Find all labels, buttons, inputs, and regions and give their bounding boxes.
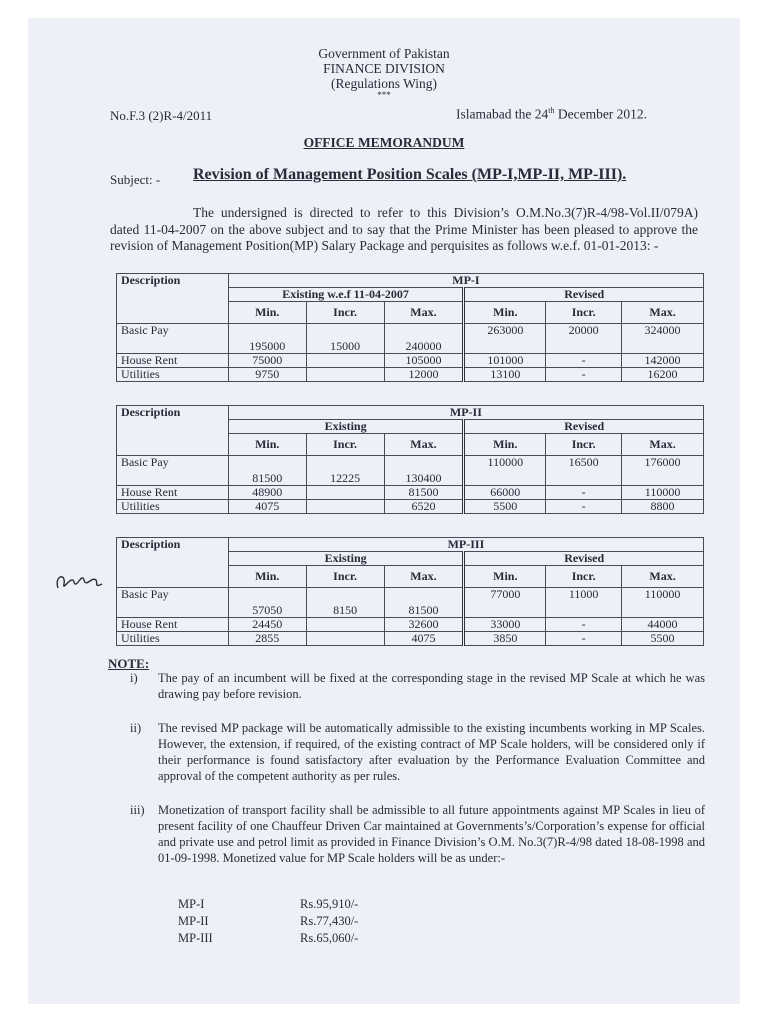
- salary-table: [116, 273, 704, 382]
- description-header: Description: [117, 538, 229, 588]
- reference-number: No.F.3 (2)R-4/2011: [110, 108, 213, 123]
- existing-value: 75000: [228, 354, 306, 368]
- place-date: [456, 106, 647, 123]
- revised-value: -: [546, 368, 622, 382]
- existing-value: 57050: [228, 588, 306, 618]
- revised-value: 176000: [622, 456, 704, 486]
- note-item: [130, 720, 705, 784]
- monetized-value: Rs.77,430/-: [300, 914, 359, 928]
- existing-group-header: Existing: [228, 420, 464, 434]
- column-header: Incr.: [546, 566, 622, 588]
- place-date-prefix: Islamabad the 24: [456, 106, 549, 122]
- revised-value: 11000: [546, 588, 622, 618]
- revised-value: 44000: [622, 618, 704, 632]
- note-number: i): [130, 671, 138, 685]
- existing-value: 9750: [228, 368, 306, 382]
- column-header: Max.: [384, 566, 464, 588]
- revised-value: 110000: [622, 486, 704, 500]
- description-header: Description: [117, 406, 229, 456]
- existing-value: 81500: [384, 486, 464, 500]
- column-header: Max.: [622, 566, 704, 588]
- existing-value: [306, 354, 384, 368]
- monetized-scale: MP-II: [178, 914, 209, 928]
- revised-value: -: [546, 354, 622, 368]
- monetized-scale: MP-III: [178, 931, 213, 945]
- row-label: Basic Pay: [117, 456, 229, 486]
- revised-value: 33000: [464, 618, 546, 632]
- table-row: [117, 632, 704, 646]
- column-header: Incr.: [306, 434, 384, 456]
- revised-value: 3850: [464, 632, 546, 646]
- revised-value: 16200: [622, 368, 704, 382]
- table-title: MP-I: [228, 274, 703, 288]
- column-header: Max.: [384, 302, 464, 324]
- place-date-rest: December 2012.: [554, 106, 648, 122]
- existing-value: 48900: [228, 486, 306, 500]
- column-header: Incr.: [306, 302, 384, 324]
- revised-value: -: [546, 486, 622, 500]
- table-row: [117, 618, 704, 632]
- note-text: Monetization of transport facility shall be admissible to all future appointments against MP Scales in lieu of present facility of one Chauffeur Driven Car maintained at Governments’s/Corporation’s expense for official and private use and petrol limit as provided in Finance Division’s O.M. No.3(7)R-4/98 dated 18-08-1998 and 01-09-1998. Monetized value for MP Scale holders will be as under:-: [158, 803, 705, 865]
- table-row: [117, 354, 704, 368]
- revised-value: 77000: [464, 588, 546, 618]
- column-header: Max.: [622, 434, 704, 456]
- wing-name: (Regulations Wing): [330, 76, 438, 91]
- column-header: Incr.: [546, 434, 622, 456]
- column-header: Min.: [228, 434, 306, 456]
- revised-value: 13100: [464, 368, 546, 382]
- column-header: Incr.: [546, 302, 622, 324]
- table-row: [117, 324, 704, 354]
- existing-value: [306, 368, 384, 382]
- row-label: Basic Pay: [117, 588, 229, 618]
- existing-value: 4075: [384, 632, 464, 646]
- description-header: Description: [117, 274, 229, 324]
- existing-group-header: Existing: [228, 552, 464, 566]
- revised-value: 8800: [622, 500, 704, 514]
- existing-value: 6520: [384, 500, 464, 514]
- revised-value: 110000: [464, 456, 546, 486]
- note-number: iii): [130, 803, 145, 817]
- table-title: MP-II: [228, 406, 703, 420]
- row-label: Utilities: [117, 500, 229, 514]
- existing-value: 12000: [384, 368, 464, 382]
- government-name: Government of Pakistan: [318, 46, 450, 61]
- table-row: [117, 486, 704, 500]
- note-text: The pay of an incumbent will be fixed at the corresponding stage in the revised MP Scale at which he was drawing pay before revision.: [158, 671, 705, 701]
- handwritten-initials: [52, 566, 108, 596]
- table-title: MP-III: [228, 538, 703, 552]
- monetized-row: [178, 913, 358, 930]
- table-row: [117, 368, 704, 382]
- existing-value: 24450: [228, 618, 306, 632]
- date-suffix: th: [548, 106, 555, 115]
- revised-group-header: Revised: [464, 552, 704, 566]
- column-header: Min.: [464, 302, 546, 324]
- monetized-value: Rs.65,060/-: [300, 931, 359, 945]
- revised-value: 16500: [546, 456, 622, 486]
- row-label: House Rent: [117, 486, 229, 500]
- column-header: Min.: [464, 434, 546, 456]
- division-name: FINANCE DIVISION: [323, 61, 445, 76]
- existing-value: 81500: [384, 588, 464, 618]
- monetized-values: [178, 896, 358, 947]
- salary-table: [116, 405, 704, 514]
- revised-value: 263000: [464, 324, 546, 354]
- revised-value: 20000: [546, 324, 622, 354]
- row-label: Utilities: [117, 632, 229, 646]
- note-number: ii): [130, 721, 142, 735]
- revised-group-header: Revised: [464, 288, 704, 302]
- note-title: NOTE:: [108, 656, 150, 671]
- table-row: [117, 500, 704, 514]
- revised-group-header: Revised: [464, 420, 704, 434]
- column-header: Incr.: [306, 566, 384, 588]
- existing-value: 240000: [384, 324, 464, 354]
- revised-value: 5500: [622, 632, 704, 646]
- subject-text: Revision of Management Position Scales (MP-I,MP-II, MP-III).: [193, 166, 627, 183]
- memo-title: OFFICE MEMORANDUM: [303, 135, 465, 150]
- existing-group-header: Existing w.e.f 11-04-2007: [228, 288, 464, 302]
- column-header: Min.: [228, 566, 306, 588]
- monetized-row: [178, 896, 358, 913]
- monetized-scale: MP-I: [178, 897, 205, 911]
- existing-value: 2855: [228, 632, 306, 646]
- salary-table: [116, 537, 704, 646]
- existing-value: 32600: [384, 618, 464, 632]
- letterhead: [28, 46, 740, 99]
- revised-value: -: [546, 500, 622, 514]
- row-label: House Rent: [117, 354, 229, 368]
- existing-value: 130400: [384, 456, 464, 486]
- existing-value: [306, 486, 384, 500]
- row-label: House Rent: [117, 618, 229, 632]
- existing-value: [306, 632, 384, 646]
- monetized-row: [178, 930, 358, 947]
- revised-value: 110000: [622, 588, 704, 618]
- revised-value: -: [546, 618, 622, 632]
- revised-value: 66000: [464, 486, 546, 500]
- existing-value: 4075: [228, 500, 306, 514]
- existing-value: 12225: [306, 456, 384, 486]
- row-label: Basic Pay: [117, 324, 229, 354]
- existing-value: [306, 500, 384, 514]
- column-header: Min.: [464, 566, 546, 588]
- header-stars: ***: [377, 90, 391, 100]
- subject-label: Subject: -: [110, 172, 161, 187]
- existing-value: 81500: [228, 456, 306, 486]
- column-header: Max.: [622, 302, 704, 324]
- note-item: [130, 670, 705, 702]
- row-label: Utilities: [117, 368, 229, 382]
- document-page: [28, 18, 740, 1004]
- revised-value: 324000: [622, 324, 704, 354]
- column-header: Min.: [228, 302, 306, 324]
- table-row: [117, 588, 704, 618]
- existing-value: 15000: [306, 324, 384, 354]
- revised-value: -: [546, 632, 622, 646]
- note-text: The revised MP package will be automatically admissible to the existing incumbents working in MP Scales. However, the extension, if required, of the existing contract of MP Scale holders, will be considered only if their performance is found satisfactory after evaluation by the Performance Evaluation Committee and approval of the competent authority as per rules.: [158, 721, 705, 783]
- revised-value: 142000: [622, 354, 704, 368]
- intro-paragraph: The undersigned is directed to refer to this Division’s O.M.No.3(7)R-4/98-Vol.II/079A) dated 11-04-2007 on the above subject and to say that the Prime Minister has been pleased to approve the revision of Management Position(MP) Salary Package and perquisites as follows w.e.f. 01-01-2013: -: [110, 205, 698, 254]
- note-item: [130, 802, 705, 866]
- table-row: [117, 456, 704, 486]
- existing-value: 195000: [228, 324, 306, 354]
- existing-value: 8150: [306, 588, 384, 618]
- existing-value: 105000: [384, 354, 464, 368]
- column-header: Max.: [384, 434, 464, 456]
- monetized-value: Rs.95,910/-: [300, 897, 359, 911]
- revised-value: 5500: [464, 500, 546, 514]
- existing-value: [306, 618, 384, 632]
- revised-value: 101000: [464, 354, 546, 368]
